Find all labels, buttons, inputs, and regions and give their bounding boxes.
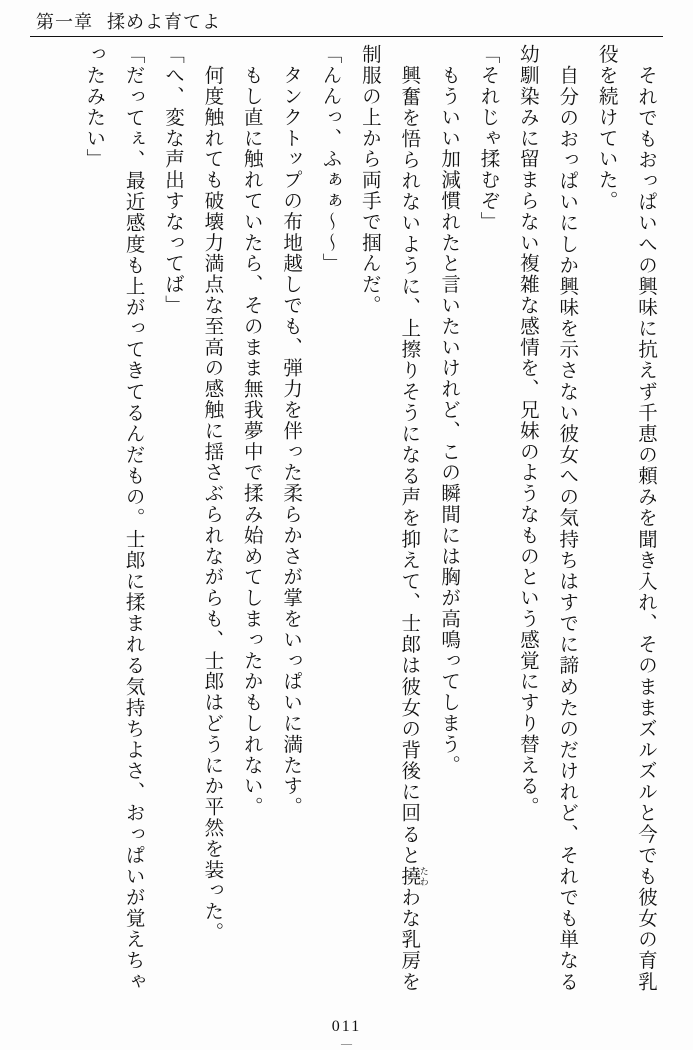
chapter-title: 揉めよ育てよ <box>107 12 221 32</box>
chapter-number: 第一章 <box>36 12 93 32</box>
paragraph: 「だってぇ、最近感度も上がってきてるんだもの。士郎に揉まれる気持ちよさ、おっぱいが覚えちゃったみたい」 <box>83 44 144 992</box>
page-number: 011 <box>331 1018 362 1035</box>
ruby-base: 撓 <box>398 865 420 887</box>
chapter-header <box>36 8 657 36</box>
paragraph: 「んんっ、ふぁぁ〜〜」 <box>319 44 341 274</box>
paragraph: 自分のおっぱいにしか興味を示さない彼女への気持ちはすでに諦めたのだけれど、それでも単なる幼馴染みに留まらない複雑な感情を、兄妹のようなものという感覚にすり替える。 <box>516 44 578 992</box>
paragraph-with-ruby <box>350 44 429 992</box>
paragraph: 何度触れても破壊力満点な至高の感触に揺さぶられながらも、士郎はどうにか平然を装った。 <box>201 44 223 943</box>
ruby-reading: たわ <box>418 865 429 887</box>
paragraph: タンクトップの布地越しでも、弾力を伴った柔らかさが掌をいっぱいに満たす。 <box>280 44 302 818</box>
paragraph: 「へ、変な声出すなってば」 <box>162 44 183 316</box>
ruby-annotation <box>398 865 429 887</box>
paragraph: もし直に触れていたら、そのまま無我夢中で揉み始めてしまったかもしれない。 <box>240 44 262 818</box>
paragraph-text-after-ruby: わな乳房を制服の上から両手で掴んだ。 <box>358 44 420 992</box>
body-text <box>32 44 665 992</box>
header-divider <box>30 36 663 37</box>
paragraph: もういい加減慣れたと言いたいけれど、この瞬間には胸が高鳴ってしまう。 <box>438 44 460 776</box>
paragraph: 「それじゃ揉むぞ」 <box>477 44 499 233</box>
paragraph-text-before-ruby: 興奮を悟られないように、上擦りそうになる声を抑えて、士郎は彼女の背後に回ると <box>398 44 420 866</box>
page-number-mark: ― <box>341 1038 352 1050</box>
paragraph: それでもおっぱいへの興味に抗えず千恵の頼みを聞き入れ、そのままズルズルと今でも彼女の育乳役を続けていた。 <box>595 44 656 992</box>
